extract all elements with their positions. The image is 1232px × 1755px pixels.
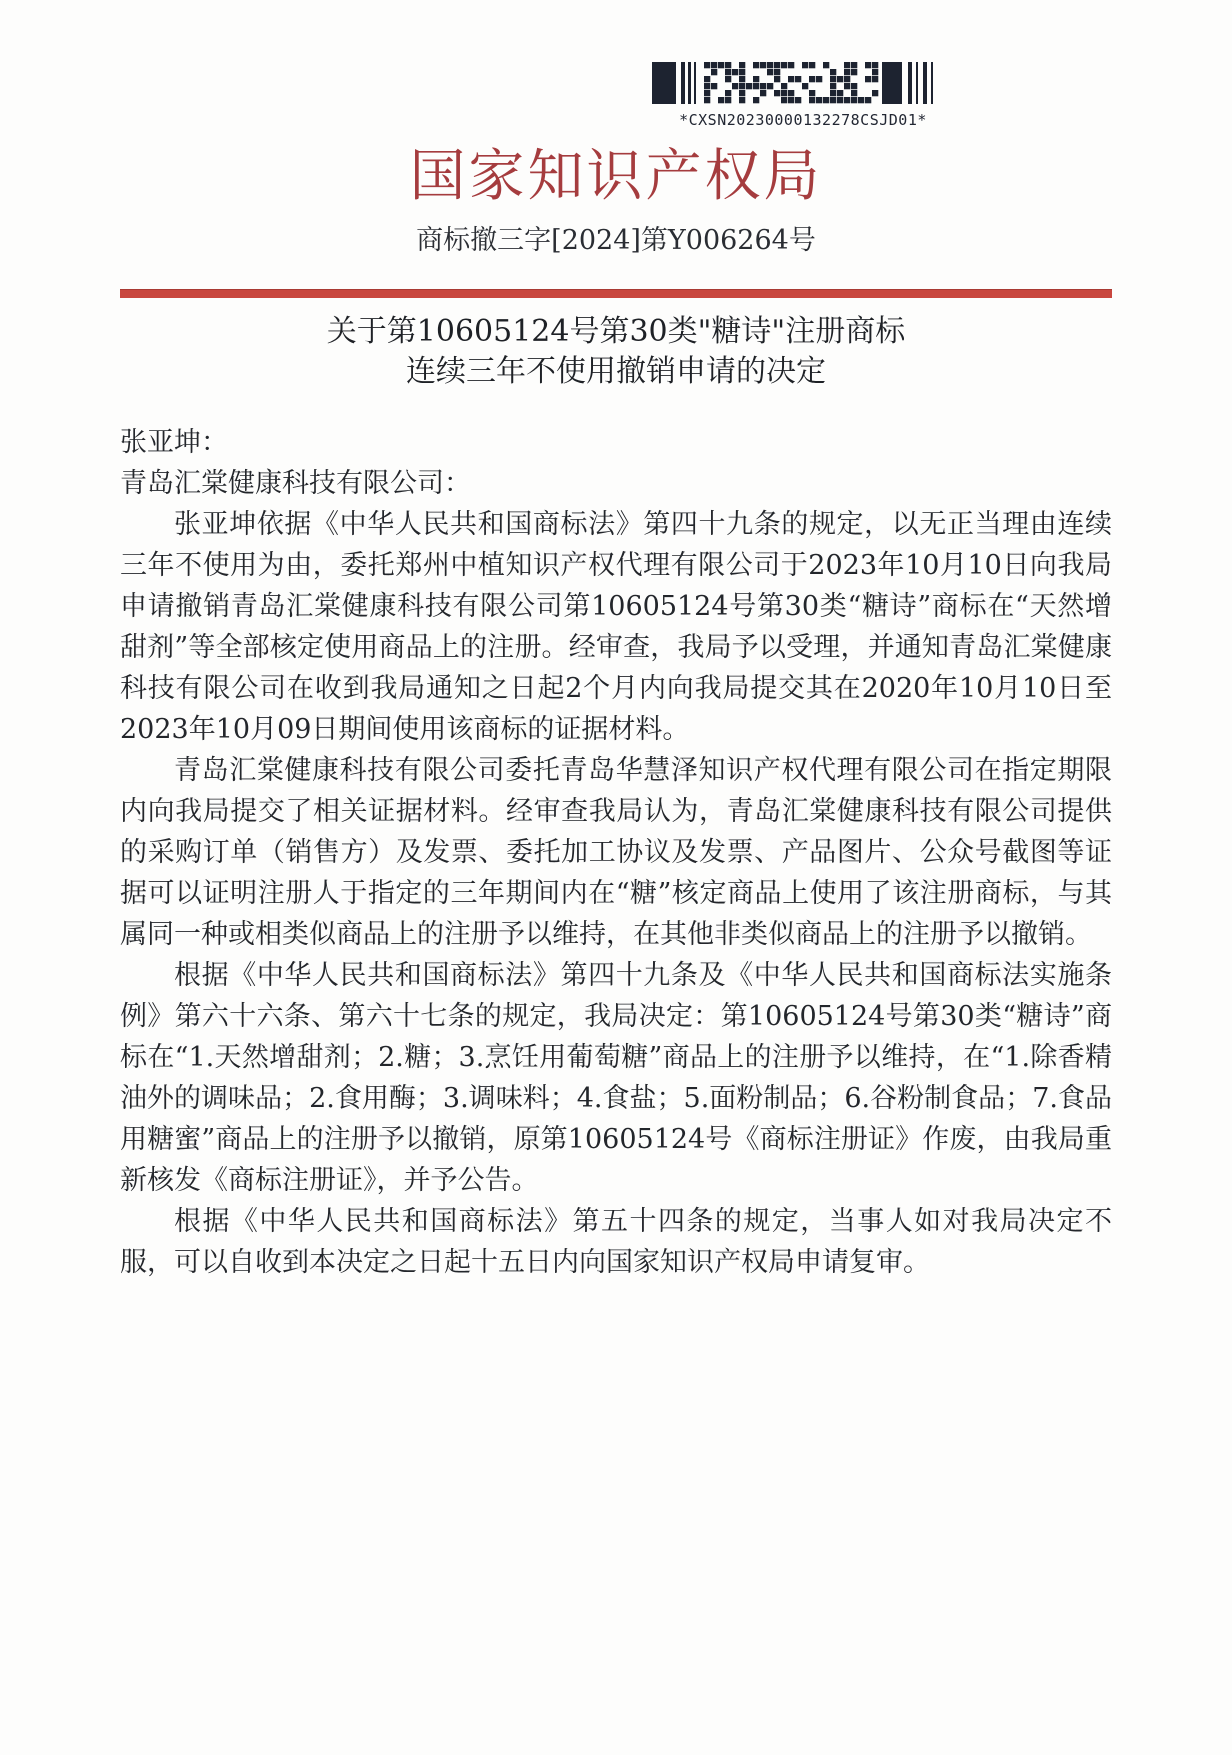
red-divider — [120, 289, 1112, 298]
doc-number: 商标撤三字[2024]第Y006264号 — [416, 224, 816, 256]
paragraph-application: 张亚坤依据《中华人民共和国商标法》第四十九条的规定，以无正当理由连续三年不使用为由，委托郑州中植知识产权代理有限公司于2023年10月10日向我局申请撤销青岛汇棠健康科技有限公司第10605124号第30类“糖诗”商标在“天然增甜剂”等全部核定使用商品上的注册。经审查，我局予以受理，并通知青岛汇棠健康科技有限公司在收到我局通知之日起2个月内向我局提交其在2020年10月10日至2023年10月09日期间使用该商标的证据材料。 — [120, 508, 1112, 745]
paragraph-decision: 根据《中华人民共和国商标法》第四十九条及《中华人民共和国商标法实施条例》第六十六条、第六十七条的规定，我局决定：第10605124号第30类“糖诗”商标在“1.天然增甜剂；2.糖；3.烹饪用葡萄糖”商品上的注册予以维持，在“1.除香精油外的调味品；2.食用酶；3.调味料；4.食盐；5.面粉制品；6.谷粉制食品；7.食品用糖蜜”商品上的注册予以撤销，原第10605124号《商标注册证》作废，由我局重新核发《商标注册证》，并予公告。 — [120, 959, 1112, 1196]
agency-title: 国家知识产权局 — [409, 144, 823, 209]
decision-body — [120, 504, 1112, 1283]
subject-line-2: 连续三年不使用撤销申请的决定 — [406, 353, 826, 389]
barcode-icon — [652, 60, 954, 106]
recipients — [120, 422, 1112, 504]
barcode-code: *CXSN20230000132278CSJD01* — [679, 111, 927, 129]
paragraph-evidence: 青岛汇棠健康科技有限公司委托青岛华慧泽知识产权代理有限公司在指定期限内向我局提交了相关证据材料。经审查我局认为，青岛汇棠健康科技有限公司提供的采购订单（销售方）及发票、委托加工协议及发票、产品图片、公众号截图等证据可以证明注册人于指定的三年期间内在“糖”核定商品上使用了该注册商标，与其属同一种或相类似商品上的注册予以维持，在其他非类似商品上的注册予以撤销。 — [120, 754, 1112, 950]
subject-title — [120, 312, 1112, 392]
recipient-registrant: 青岛汇棠健康科技有限公司： — [120, 467, 471, 499]
recipient-applicant: 张亚坤： — [120, 426, 228, 458]
barcode-block — [652, 60, 954, 129]
subject-line-1: 关于第10605124号第30类"糖诗"注册商标 — [326, 313, 906, 349]
paragraph-review-rights: 根据《中华人民共和国商标法》第五十四条的规定，当事人如对我局决定不服，可以自收到本决定之日起十五日内向国家知识产权局申请复审。 — [120, 1205, 1112, 1278]
